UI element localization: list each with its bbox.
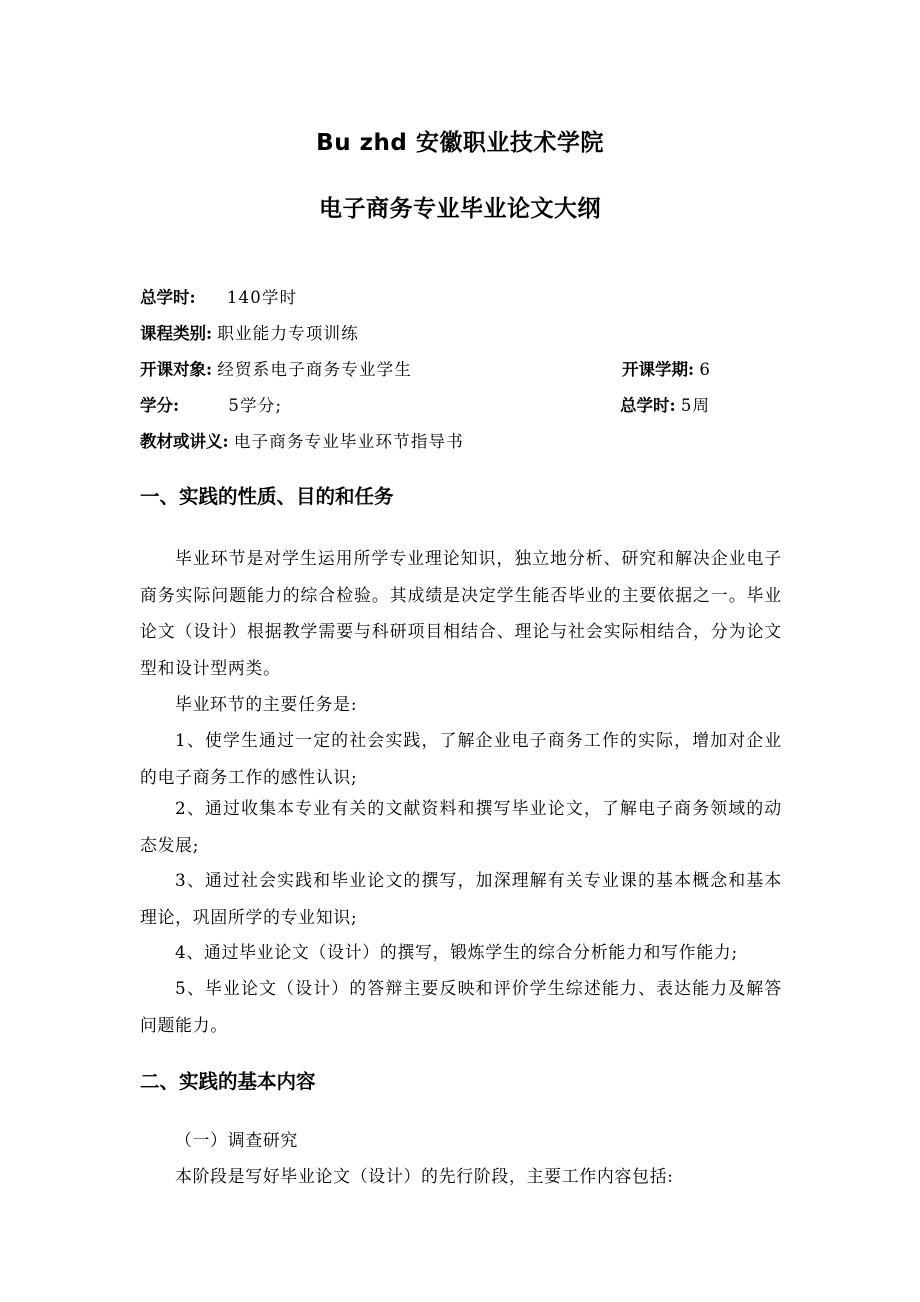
section-1-task-1: 1、使学生通过一定的社会实践，了解企业电子商务工作的实际，增加对企业的电子商务工作的感性认识; bbox=[140, 730, 782, 787]
meta-course-type-value: 职业能力专项训练 bbox=[217, 324, 359, 343]
document-title-outline: 电子商务专业毕业论文大纲 bbox=[319, 196, 601, 222]
meta-semester-label: 开课学期: bbox=[622, 360, 695, 379]
meta-audience bbox=[140, 356, 412, 380]
meta-course-type bbox=[140, 320, 359, 344]
meta-textbook bbox=[140, 428, 464, 452]
meta-course-type-label: 课程类别: bbox=[140, 324, 213, 343]
section-2-heading: 二、实践的基本内容 bbox=[140, 1070, 316, 1093]
section-2-subsection-title: （一）调查研究 bbox=[175, 1130, 299, 1150]
meta-total-hours bbox=[140, 284, 297, 308]
meta-credits bbox=[140, 392, 282, 416]
section-1-task-3: 3、通过社会实践和毕业论文的撰写，加深理解有关专业课的基本概念和基本理论，巩固所学的专业知识; bbox=[140, 870, 782, 927]
meta-audience-value: 经贸系电子商务专业学生 bbox=[217, 360, 413, 379]
meta-weeks-value: 5周 bbox=[680, 396, 711, 415]
section-1-task-2: 2、通过收集本专业有关的文献资料和撰写毕业论文，了解电子商务领域的动态发展; bbox=[140, 798, 782, 855]
meta-total-hours-label: 总学时: bbox=[140, 288, 196, 307]
section-1-task-4: 4、通过毕业论文（设计）的撰写，锻炼学生的综合分析能力和写作能力; bbox=[175, 942, 738, 962]
meta-credits-value: 5学分; bbox=[228, 396, 283, 415]
section-1-task-5: 5、毕业论文（设计）的答辩主要反映和评价学生综述能力、表达能力及解答问题能力。 bbox=[140, 978, 782, 1035]
meta-semester bbox=[622, 356, 711, 380]
section-1-heading: 一、实践的性质、目的和任务 bbox=[140, 485, 394, 508]
meta-audience-label: 开课对象: bbox=[140, 360, 213, 379]
section-1-tasks-lead: 毕业环节的主要任务是: bbox=[175, 694, 358, 714]
meta-weeks bbox=[620, 392, 710, 416]
meta-textbook-value: 电子商务专业毕业环节指导书 bbox=[233, 432, 464, 451]
document-title-institution: Bu zhd 安徽职业技术学院 bbox=[316, 130, 604, 156]
meta-semester-value: 6 bbox=[699, 360, 712, 379]
section-1-intro: 毕业环节是对学生运用所学专业理论知识，独立地分析、研究和解决企业电子商务实际问题能力的综合检验。其成绩是决定学生能否毕业的主要依据之一。毕业论文（设计）根据教学需要与科研项目相结合、理论与社会实际相结合，分为论文型和设计型两类。 bbox=[140, 548, 782, 678]
meta-credits-label: 学分: bbox=[140, 396, 180, 415]
meta-weeks-label: 总学时: bbox=[620, 396, 676, 415]
section-2-subsection-text: 本阶段是写好毕业论文（设计）的先行阶段，主要工作内容包括: bbox=[175, 1166, 674, 1186]
meta-total-hours-value: 140学时 bbox=[226, 288, 298, 307]
meta-textbook-label: 教材或讲义: bbox=[140, 432, 229, 451]
